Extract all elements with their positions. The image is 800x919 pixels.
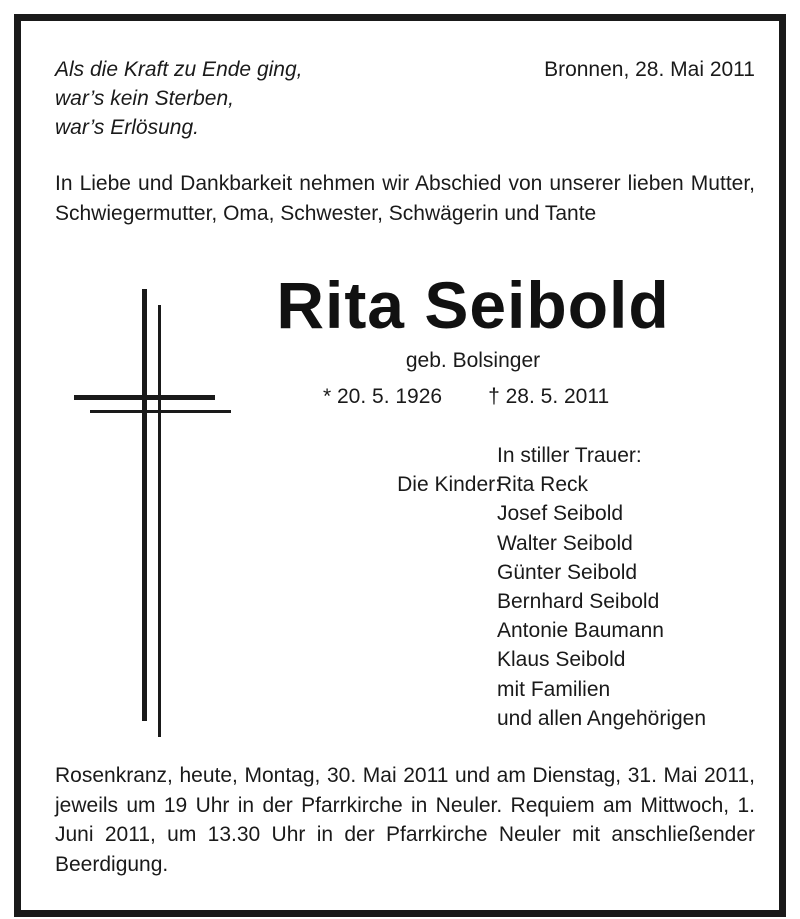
obituary-content — [21, 21, 779, 910]
obituary-frame — [14, 14, 786, 917]
list-item: mit Familien — [497, 677, 611, 701]
list-item: Bernhard Seibold — [497, 590, 660, 614]
list-item: Klaus Seibold — [497, 648, 626, 672]
poem-line-1: Als die Kraft zu Ende ging, — [55, 58, 303, 81]
life-dates — [323, 383, 609, 411]
cross-horizontal-bar-shadow — [90, 410, 231, 413]
death-date: † 28. 5. 2011 — [488, 385, 610, 408]
place-date: Bronnen, 28. Mai 2011 — [544, 58, 755, 81]
mourners-heading: In stiller Trauer: — [497, 444, 642, 467]
poem — [55, 55, 302, 142]
poem-line-2: war’s kein Sterben, — [55, 87, 234, 110]
list-item: Rita Reck — [497, 473, 589, 497]
children-label: Die Kinder: — [397, 473, 501, 496]
list-item: und allen Angehörigen — [497, 706, 707, 730]
deceased-name: Rita Seibold — [276, 268, 670, 342]
intro-text: In Liebe und Dankbarkeit nehmen wir Abschied von unserer lieben Mutter, Schwiegermutter, Oma, Schwester, Schwägerin und Tante — [55, 172, 755, 225]
birth-date: * 20. 5. 1926 — [323, 385, 443, 408]
list-item: Antonie Baumann — [497, 619, 664, 643]
cross-horizontal-bar — [74, 395, 215, 400]
service-text: Rosenkranz, heute, Montag, 30. Mai 2011 und am Dienstag, 31. Mai 2011, jeweils um 19 Uhr in der Pfarrkirche in Neuler. Requiem am Mittwoch, 1. Juni 2011, um 13.30 Uhr in der Pfarrkirche Neuler mit anschließender Beerdigung. — [55, 764, 755, 876]
list-item: Josef Seibold — [497, 502, 624, 526]
list-item: Walter Seibold — [497, 531, 633, 555]
mourners-list — [497, 441, 706, 733]
poem-line-3: war’s Erlösung. — [55, 116, 199, 139]
cross-vertical-bar — [142, 289, 147, 721]
cross-vertical-bar-shadow — [158, 305, 161, 737]
birth-name: geb. Bolsinger — [405, 349, 541, 372]
list-item: Günter Seibold — [497, 560, 638, 584]
